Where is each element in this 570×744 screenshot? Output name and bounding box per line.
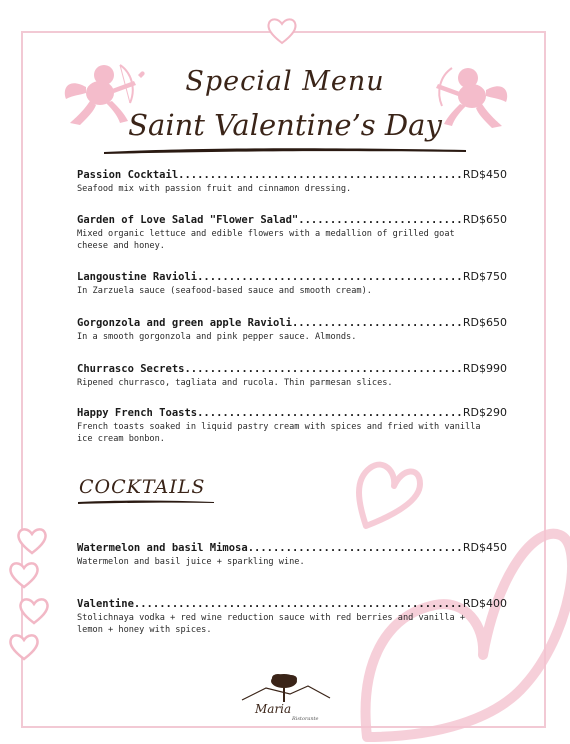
item-name: Churrasco Secrets [77,363,185,375]
title-underline [100,144,470,158]
item-description: French toasts soaked in liquid pastry cream with spices and fried with vanilla ice cream bonbon. [77,422,481,444]
item-description: Seafood mix with passion fruit and cinnamon dressing. [77,184,352,194]
item-description: Ripened churrasco, tagliata and rucola. Thin parmesan slices. [77,378,393,388]
cocktails-heading: COCKTAILS [79,476,206,498]
heart-icon [265,16,299,46]
item-price: RD$290 [462,406,507,419]
heart-icon [6,632,42,662]
section-underline [76,498,216,506]
menu-title: Special Menu [185,66,385,97]
item-price: RD$450 [462,168,507,181]
item-description: In Zarzuela sauce (seafood-based sauce and smooth cream). [77,286,372,296]
logo-subtitle: Ristorante [292,716,319,722]
item-price: RD$990 [462,362,507,375]
heart-icon [6,560,42,590]
item-description: Stolichnaya vodka + red wine reduction sauce with red berries and vanilla + lemon + honey with spices. [77,613,466,635]
item-name: Passion Cocktail [77,169,179,181]
menu-item [77,406,507,445]
item-name: Valentine [77,598,134,610]
item-price: RD$650 [462,213,507,226]
item-price: RD$750 [462,270,507,283]
item-name: Gorgonzola and green apple Ravioli [77,317,292,329]
tree-house-icon [238,672,332,704]
menu-item [77,597,507,636]
item-price: RD$400 [462,597,507,610]
heart-icon [14,526,50,556]
item-description: Mixed organic lettuce and edible flowers with a medallion of grilled goat cheese and honey. [77,229,455,251]
menu-item [77,168,507,195]
menu-subtitle: Saint Valentine’s Day [128,108,442,142]
item-name: Happy French Toasts [77,407,198,419]
menu-item [77,362,507,389]
item-price: RD$450 [462,541,507,554]
menu-item [77,541,507,568]
item-price: RD$650 [462,316,507,329]
heart-icon [16,596,52,626]
menu-item [77,213,507,252]
logo-name: Maria [255,702,292,716]
item-name: Watermelon and basil Mimosa [77,542,248,554]
item-name: Langoustine Ravioli [77,271,198,283]
menu-item [77,316,507,343]
menu-item [77,270,507,297]
item-description: Watermelon and basil juice + sparkling wine. [77,557,305,567]
item-name: Garden of Love Salad "Flower Salad" [77,214,299,226]
item-description: In a smooth gorgonzola and pink pepper sauce. Almonds. [77,332,357,342]
